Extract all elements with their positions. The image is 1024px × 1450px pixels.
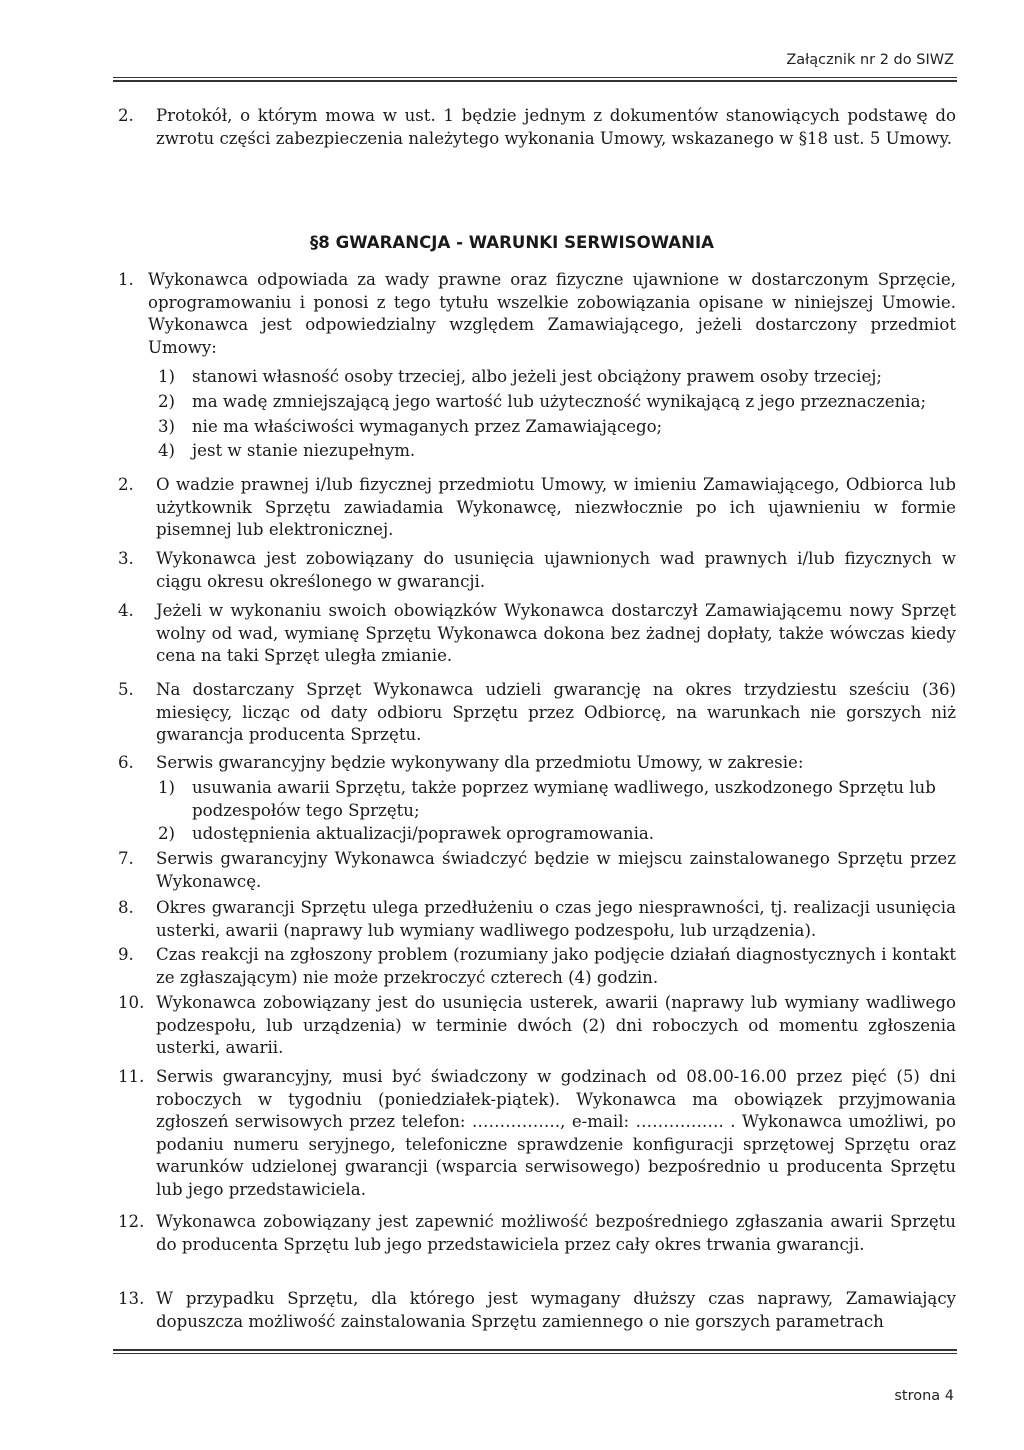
sub-item — [158, 366, 956, 389]
item-text: Wykonawca jest zobowiązany do usunięcia ujawnionych wad prawnych i/lub fizycznych w ciągu okresu określonego w gwarancji. — [156, 549, 956, 591]
sub-item-number: 4) — [158, 441, 176, 460]
item-text: Protokół, o którym mowa w ust. 1 będzie jednym z dokumentów stanowiących podstawę do zwrotu części zabezpieczenia należytego wykonania Umowy, wskazanego w §18 ust. 5 Umowy. — [156, 106, 956, 148]
sub-item-text: usuwania awarii Sprzętu, także poprzez wymianę wadliwego, uszkodzonego Sprzętu lub podzespołów tego Sprzętu; — [192, 778, 936, 820]
sub-item — [158, 440, 956, 463]
item-text: Czas reakcji na zgłoszony problem (rozumiany jako podjęcie działań diagnostycznych i kontakt ze zgłaszającym) nie może przekroczyć czterech (4) godzin. — [156, 945, 956, 987]
page-number: strona 4 — [894, 1388, 954, 1404]
list-item — [118, 679, 956, 747]
item-number: 1. — [118, 270, 134, 289]
item-number: 10. — [118, 993, 145, 1012]
sub-item-number: 2) — [158, 824, 176, 843]
item-number: 13. — [118, 1289, 145, 1308]
item-text: W przypadku Sprzętu, dla którego jest wymagany dłuższy czas naprawy, Zamawiający dopuszcza możliwość zainstalowania Sprzętu zamiennego o nie gorszych parametrach — [156, 1289, 956, 1331]
sub-item-number: 1) — [158, 367, 176, 386]
item-text: Jeżeli w wykonaniu swoich obowiązków Wykonawca dostarczył Zamawiającemu nowy Sprzęt wolny od wad, wymianę Sprzętu Wykonawca dokona bez żadnej dopłaty, także wówczas kiedy cena na taki Sprzęt uległa zmianie. — [156, 601, 956, 665]
sub-item — [158, 823, 956, 846]
header-rule — [113, 77, 957, 82]
list-item — [118, 944, 956, 989]
item-text: Wykonawca zobowiązany jest do usunięcia usterek, awarii (naprawy lub wymiany wadliwego podzespołu, lub urządzenia) w terminie dwóch (2) dni roboczych od momentu zgłoszenia usterki, awarii. — [156, 993, 956, 1057]
sub-item-text: udostępnienia aktualizacji/poprawek oprogramowania. — [192, 824, 655, 843]
list-item — [118, 897, 956, 942]
sub-item-text: jest w stanie niezupełnym. — [192, 441, 416, 460]
item-number: 12. — [118, 1212, 145, 1231]
item-number: 9. — [118, 945, 134, 964]
list-item — [118, 548, 956, 593]
item-text: Na dostarczany Sprzęt Wykonawca udzieli gwarancję na okres trzydziestu sześciu (36) miesięcy, licząc od daty odbioru Sprzętu przez Odbiorcę, na warunkach nie gorszych niż gwarancja producenta Sprzętu. — [156, 680, 956, 744]
item-number: 5. — [118, 680, 134, 699]
item-text: Serwis gwarancyjny Wykonawca świadczyć będzie w miejscu zainstalowanego Sprzętu przez Wykonawcę. — [156, 849, 956, 891]
sub-item-text: nie ma właściwości wymaganych przez Zamawiającego; — [192, 417, 663, 436]
list-item — [118, 992, 956, 1060]
footer-rule — [113, 1349, 957, 1354]
item-text: O wadzie prawnej i/lub fizycznej przedmiotu Umowy, w imieniu Zamawiającego, Odbiorca lub użytkownik Sprzętu zawiadamia Wykonawcę, niezwłocznie po ich ujawnieniu w formie pisemnej lub elektronicznej. — [156, 475, 956, 539]
sub-item-text: ma wadę zmniejszającą jego wartość lub użyteczność wynikającą z jego przeznaczenia; — [192, 392, 927, 411]
sub-item-number: 2) — [158, 392, 176, 411]
sub-item — [158, 391, 956, 414]
section-title: §8 GWARANCJA - WARUNKI SERWISOWANIA — [309, 233, 715, 252]
item-text: Serwis gwarancyjny będzie wykonywany dla przedmiotu Umowy, w zakresie: — [156, 753, 804, 772]
list-item — [118, 600, 956, 668]
list-item — [118, 474, 956, 542]
item-text: Okres gwarancji Sprzętu ulega przedłużeniu o czas jego niesprawności, tj. realizacji usunięcia usterki, awarii (naprawy lub wymiany wadliwego podzespołu, lub urządzenia). — [156, 898, 956, 940]
item-number: 4. — [118, 601, 134, 620]
item-number: 6. — [118, 753, 134, 772]
list-item — [118, 1211, 956, 1256]
sub-item — [158, 416, 956, 439]
item-text: Wykonawca zobowiązany jest zapewnić możliwość bezpośredniego zgłaszania awarii Sprzętu do producenta Sprzętu lub jego przedstawiciela przez cały okres trwania gwarancji. — [156, 1212, 956, 1254]
item-number: 8. — [118, 898, 134, 917]
item-text: Wykonawca odpowiada za wady prawne oraz fizyczne ujawnione w dostarczonym Sprzęcie, oprogramowaniu i ponosi z tego tytułu wszelkie zobowiązania opisane w niniejszej Umowie. Wykonawca jest odpowiedzialny względem Zamawiającego, jeżeli dostarczony przedmiot Umowy: — [148, 270, 956, 357]
list-item — [118, 1066, 956, 1201]
item-number: 11. — [118, 1067, 145, 1086]
item-number: 2. — [118, 106, 134, 125]
item-number: 2. — [118, 475, 134, 494]
list-item — [118, 1288, 956, 1333]
sub-item-number: 3) — [158, 417, 176, 436]
list-item — [118, 752, 956, 775]
item-text: Serwis gwarancyjny, musi być świadczony w godzinach od 08.00-16.00 przez pięć (5) dni roboczych w tygodniu (poniedziałek-piątek). Wykonawca ma obowiązek przyjmowania zgłoszeń serwisowych przez telefon: ……………., e-mail: ……………. . Wykonawca umożliwi, po podaniu numeru seryjnego, telefoniczne sprawdzenie konfiguracji sprzętowej Sprzętu oraz warunków udzielonej gwarancji (wsparcia serwisowego) bezpośrednio u producenta Sprzętu lub jego przedstawiciela. — [156, 1067, 956, 1199]
list-item — [118, 269, 956, 359]
sub-item-text: stanowi własność osoby trzeciej, albo jeżeli jest obciążony prawem osoby trzeciej; — [192, 367, 883, 386]
sub-item — [158, 777, 956, 822]
intro-item — [118, 105, 956, 150]
sub-item-number: 1) — [158, 778, 176, 797]
item-number: 7. — [118, 849, 134, 868]
item-number: 3. — [118, 549, 134, 568]
list-item — [118, 848, 956, 893]
document-header: Załącznik nr 2 do SIWZ — [786, 52, 954, 68]
